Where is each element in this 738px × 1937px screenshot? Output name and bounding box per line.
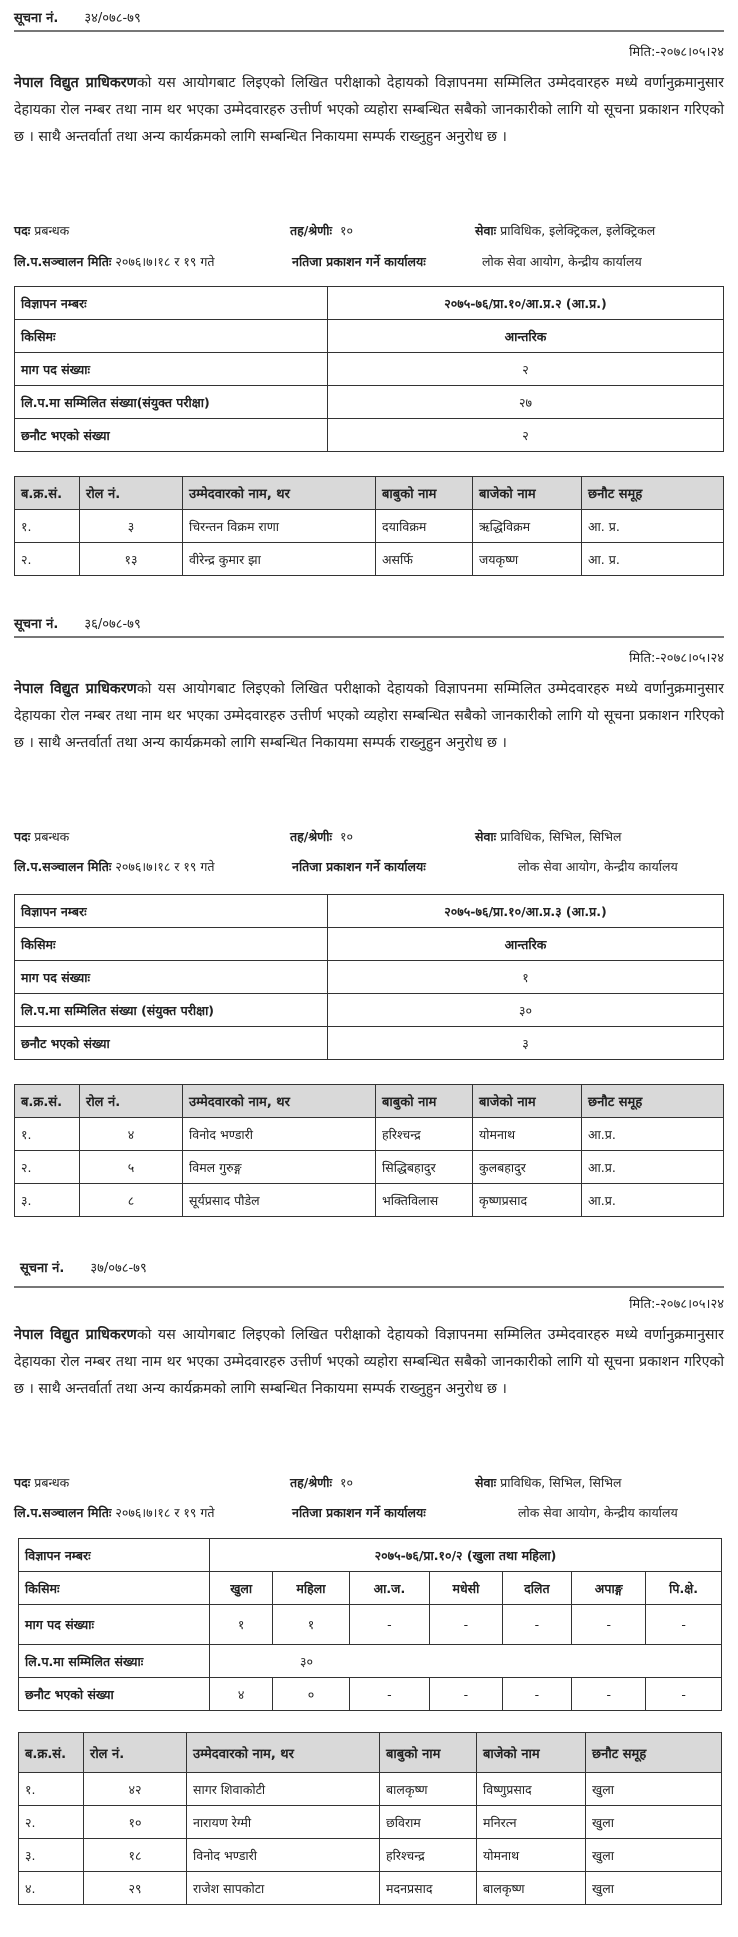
table-header-row <box>15 477 724 510</box>
field-label: नेपाल विद्युत प्राधिकरण <box>14 681 137 697</box>
table-cell: भक्तिविलास <box>376 1184 473 1217</box>
table-cell: ५ <box>80 1151 183 1184</box>
table-row <box>15 895 724 928</box>
table-row <box>15 1184 724 1217</box>
column-header: रोल नं. <box>80 477 183 510</box>
table-cell: विमल गुरुङ्ग <box>183 1151 376 1184</box>
candidate-table <box>14 1084 724 1217</box>
table-cell: २ <box>328 419 724 452</box>
field-value: २०७६।७।१८ र १९ गते <box>115 254 215 269</box>
field-label: सेवाः <box>475 829 497 844</box>
table-cell: अपाङ्ग <box>572 1572 646 1605</box>
table-row <box>15 961 724 994</box>
table-cell: लि.प.मा सम्मिलित संख्या(संयुक्त परीक्षा) <box>15 386 328 419</box>
field-label: नेपाल विद्युत प्राधिकरण <box>14 75 137 91</box>
field-label: नतिजा प्रकाशन गर्ने कार्यालयः <box>292 859 426 874</box>
table-cell: - <box>430 1678 502 1711</box>
table-row <box>15 1151 724 1184</box>
column-header: उम्मेदवारको नाम, थर <box>187 1733 380 1773</box>
field-value: प्रबन्धक <box>34 223 70 238</box>
column-header: रोल नं. <box>84 1733 187 1773</box>
field-label: पदः <box>14 829 31 844</box>
table-cell: हरिश्चन्द्र <box>380 1839 477 1872</box>
table-cell: ३ <box>80 510 183 543</box>
column-header: ब.क्र.सं. <box>19 1733 84 1773</box>
table-cell: दलित <box>502 1572 572 1605</box>
table-cell: वीरेन्द्र कुमार झा <box>183 543 376 576</box>
candidate-table <box>18 1732 722 1905</box>
field-label: तह/श्रेणीः <box>290 1475 332 1490</box>
post-field <box>14 828 69 845</box>
table-cell: किसिमः <box>15 928 328 961</box>
table-cell: छनौट भएको संख्या <box>15 1027 328 1060</box>
table-cell: ८ <box>80 1184 183 1217</box>
table-cell: - <box>646 1678 722 1711</box>
table-cell: माग पद संख्याः <box>15 961 328 994</box>
table-row <box>15 386 724 419</box>
table-row <box>19 1539 722 1572</box>
table-cell: १ <box>210 1605 273 1645</box>
table-cell: - <box>502 1605 572 1645</box>
column-header: बाजेको नाम <box>473 477 582 510</box>
table-row <box>19 1806 722 1839</box>
field-value: को यस आयोगबाट लिइएको लिखित परीक्षाको देहायको विज्ञापनमा सम्मिलित उम्मेदवारहरु मध्ये वर्णानुक्रमानुसार देहायका रोल नम्बर तथा नाम थर भएका उम्मेदवारहरु उत्तीर्ण भएको व्यहोरा सम्बन्धित सबैको जानकारीको लागि यो सूचना प्रकाशन गरिएको छ । साथै अन्तर्वार्ता तथा अन्य कार्यक्रमको लागि सम्बन्धित निकायमा सम्पर्क राख्नुहुन अनुरोध छ । <box>14 1327 724 1397</box>
advertisement-info-table <box>18 1538 722 1711</box>
field-label: तह/श्रेणीः <box>290 223 332 238</box>
table-cell: पि.क्षे. <box>646 1572 722 1605</box>
column-header: बाबुको नाम <box>376 1085 473 1118</box>
field-label: लि.प.सञ्चालन मितिः <box>14 254 112 269</box>
notice-date: मिति:-२०७८।०५।२४ <box>629 1297 724 1312</box>
advertisement-info-table <box>14 286 724 452</box>
table-cell: मदनप्रसाद <box>380 1872 477 1905</box>
notice-number <box>20 1258 147 1276</box>
table-cell: छविराम <box>380 1806 477 1839</box>
table-cell: ३० <box>210 1645 722 1678</box>
table-cell: लि.प.मा सम्मिलित संख्या (संयुक्त परीक्षा) <box>15 994 328 1027</box>
level-field <box>290 1474 353 1491</box>
field-label: सूचना नं. <box>14 11 59 26</box>
table-cell: विज्ञापन नम्बरः <box>15 287 328 320</box>
table-cell: १ <box>273 1605 349 1645</box>
table-row <box>15 543 724 576</box>
table-row <box>19 1773 722 1806</box>
office-label <box>292 858 426 875</box>
field-value: प्रबन्धक <box>34 1475 70 1490</box>
field-label: सेवाः <box>475 1475 497 1490</box>
table-cell: सिद्धिबहादुर <box>376 1151 473 1184</box>
exam-date-field <box>14 253 215 270</box>
column-header: बाजेको नाम <box>477 1733 586 1773</box>
table-cell: विज्ञापन नम्बरः <box>15 895 328 928</box>
table-cell: २. <box>15 1151 80 1184</box>
field-label: तह/श्रेणीः <box>290 829 332 844</box>
table-cell: महिला <box>273 1572 349 1605</box>
table-cell: ४ <box>210 1678 273 1711</box>
table-row <box>15 928 724 961</box>
notice-paragraph <box>14 70 724 151</box>
service-field <box>475 222 655 239</box>
notice-paragraph <box>14 676 724 757</box>
candidate-table <box>14 476 724 576</box>
field-value: ३४/०७८-७९ <box>84 11 141 26</box>
table-cell: २. <box>15 543 80 576</box>
table-row <box>19 1605 722 1645</box>
table-cell: - <box>572 1678 646 1711</box>
table-cell: विनोद भण्डारी <box>183 1118 376 1151</box>
field-value: प्राविधिक, इलेक्ट्रिकल, इलेक्ट्रिकल <box>500 223 656 238</box>
table-cell: लि.प.मा सम्मिलित संख्याः <box>19 1645 210 1678</box>
table-row <box>15 1118 724 1151</box>
table-cell: ० <box>273 1678 349 1711</box>
field-value: प्राविधिक, सिभिल, सिभिल <box>500 1475 622 1490</box>
table-cell: ४२ <box>84 1773 187 1806</box>
advertisement-info-table <box>14 894 724 1060</box>
column-header: बाजेको नाम <box>473 1085 582 1118</box>
table-cell: आन्तरिक <box>328 320 724 353</box>
office-value: लोक सेवा आयोग, केन्द्रीय कार्यालय <box>482 254 642 269</box>
table-cell: दयाविक्रम <box>376 510 473 543</box>
table-cell: विज्ञापन नम्बरः <box>19 1539 210 1572</box>
table-row <box>19 1872 722 1905</box>
table-cell: मधेसी <box>430 1572 502 1605</box>
field-label: सेवाः <box>475 223 497 238</box>
notice-number <box>14 614 141 632</box>
table-cell: - <box>502 1678 572 1711</box>
table-row <box>15 994 724 1027</box>
field-value: २०७६।७।१८ र १९ गते <box>115 859 215 874</box>
table-row <box>15 353 724 386</box>
table-cell: २०७५-७६/प्रा.१०/आ.प्र.२ (आ.प्र.) <box>328 287 724 320</box>
column-header: रोल नं. <box>80 1085 183 1118</box>
table-cell: १. <box>15 1118 80 1151</box>
table-row <box>19 1572 722 1605</box>
table-cell: मनिरत्न <box>477 1806 586 1839</box>
table-cell: - <box>430 1605 502 1645</box>
table-cell: ४ <box>80 1118 183 1151</box>
field-label: पदः <box>14 1475 31 1490</box>
table-cell: खुला <box>586 1806 722 1839</box>
field-value: १० <box>339 223 353 238</box>
table-cell: खुला <box>586 1773 722 1806</box>
divider <box>14 30 724 32</box>
table-cell: - <box>646 1605 722 1645</box>
office-label <box>292 1504 426 1521</box>
table-cell: - <box>349 1678 430 1711</box>
field-label: पदः <box>14 223 31 238</box>
table-cell: खुला <box>586 1839 722 1872</box>
table-cell: आन्तरिक <box>328 928 724 961</box>
table-row <box>19 1678 722 1711</box>
table-cell: विनोद भण्डारी <box>187 1839 380 1872</box>
table-cell: माग पद संख्याः <box>15 353 328 386</box>
table-cell: १० <box>84 1806 187 1839</box>
table-cell: आ.ज. <box>349 1572 430 1605</box>
table-cell: - <box>349 1605 430 1645</box>
field-value: ३७/०७८-७९ <box>90 1261 147 1276</box>
table-cell: १. <box>19 1773 84 1806</box>
field-value: को यस आयोगबाट लिइएको लिखित परीक्षाको देहायको विज्ञापनमा सम्मिलित उम्मेदवारहरु मध्ये वर्णानुक्रमानुसार देहायका रोल नम्बर तथा नाम थर भएका उम्मेदवारहरु उत्तीर्ण भएको व्यहोरा सम्बन्धित सबैको जानकारीको लागि यो सूचना प्रकाशन गरिएको छ । साथै अन्तर्वार्ता तथा अन्य कार्यक्रमको लागि सम्बन्धित निकायमा सम्पर्क राख्नुहुन अनुरोध छ । <box>14 681 724 751</box>
column-header: ब.क्र.सं. <box>15 1085 80 1118</box>
column-header: बाबुको नाम <box>376 477 473 510</box>
office-label <box>292 253 426 270</box>
field-label: नतिजा प्रकाशन गर्ने कार्यालयः <box>292 1505 426 1520</box>
exam-date-field <box>14 858 215 875</box>
table-row <box>15 419 724 452</box>
table-cell: आ.प्र. <box>582 1118 724 1151</box>
table-cell: आ.प्र. <box>582 1151 724 1184</box>
table-cell: असर्फि <box>376 543 473 576</box>
table-cell: - <box>572 1605 646 1645</box>
table-cell: किसिमः <box>15 320 328 353</box>
column-header: बाबुको नाम <box>380 1733 477 1773</box>
table-cell: ३ <box>328 1027 724 1060</box>
table-row <box>15 287 724 320</box>
service-field <box>475 1474 622 1491</box>
table-row <box>15 320 724 353</box>
column-header: ब.क्र.सं. <box>15 477 80 510</box>
field-value: प्रबन्धक <box>34 829 70 844</box>
field-label: नतिजा प्रकाशन गर्ने कार्यालयः <box>292 254 426 269</box>
field-label: सूचना नं. <box>14 617 59 632</box>
table-cell: हरिश्चन्द्र <box>376 1118 473 1151</box>
table-cell: ४. <box>19 1872 84 1905</box>
divider <box>14 636 724 638</box>
table-cell: आ. प्र. <box>582 510 724 543</box>
table-cell: कृष्णप्रसाद <box>473 1184 582 1217</box>
table-cell: छनौट भएको संख्या <box>15 419 328 452</box>
table-cell: माग पद संख्याः <box>19 1605 210 1645</box>
office-value: लोक सेवा आयोग, केन्द्रीय कार्यालय <box>518 1505 678 1520</box>
table-cell: सूर्यप्रसाद पौडेल <box>183 1184 376 1217</box>
table-cell: राजेश सापकोटा <box>187 1872 380 1905</box>
office-value: लोक सेवा आयोग, केन्द्रीय कार्यालय <box>518 859 678 874</box>
table-cell: २. <box>19 1806 84 1839</box>
table-cell: १८ <box>84 1839 187 1872</box>
table-cell: आ.प्र. <box>582 1184 724 1217</box>
field-label: नेपाल विद्युत प्राधिकरण <box>14 1327 137 1343</box>
table-header-row <box>19 1733 722 1773</box>
field-value: प्राविधिक, सिभिल, सिभिल <box>500 829 622 844</box>
notice-number <box>14 8 141 26</box>
field-value: को यस आयोगबाट लिइएको लिखित परीक्षाको देहायको विज्ञापनमा सम्मिलित उम्मेदवारहरु मध्ये वर्णानुक्रमानुसार देहायका रोल नम्बर तथा नाम थर भएका उम्मेदवारहरु उत्तीर्ण भएको व्यहोरा सम्बन्धित सबैको जानकारीको लागि यो सूचना प्रकाशन गरिएको छ । साथै अन्तर्वार्ता तथा अन्य कार्यक्रमको लागि सम्बन्धित निकायमा सम्पर्क राख्नुहुन अनुरोध छ । <box>14 75 724 145</box>
table-cell: नारायण रेग्मी <box>187 1806 380 1839</box>
table-cell: १३ <box>80 543 183 576</box>
table-row <box>19 1645 722 1678</box>
table-cell: बालकृष्ण <box>477 1872 586 1905</box>
field-label: लि.प.सञ्चालन मितिः <box>14 1505 112 1520</box>
table-row <box>15 1027 724 1060</box>
column-header: छनौट समूह <box>582 477 724 510</box>
level-field <box>290 222 353 239</box>
table-cell: छनौट भएको संख्या <box>19 1678 210 1711</box>
column-header: उम्मेदवारको नाम, थर <box>183 477 376 510</box>
table-cell: ३. <box>19 1839 84 1872</box>
table-cell: विष्णुप्रसाद <box>477 1773 586 1806</box>
table-cell: चिरन्तन विक्रम राणा <box>183 510 376 543</box>
field-value: १० <box>339 1475 353 1490</box>
table-row <box>19 1839 722 1872</box>
field-value: २०७६।७।१८ र १९ गते <box>115 1505 215 1520</box>
table-cell: २०७५-७६/प्रा.१०/आ.प्र.३ (आ.प्र.) <box>328 895 724 928</box>
table-cell: १. <box>15 510 80 543</box>
notice-date: मिति:-२०७८।०५।२४ <box>629 45 724 60</box>
table-cell: खुला <box>586 1872 722 1905</box>
table-cell: ३० <box>328 994 724 1027</box>
post-field <box>14 222 69 239</box>
column-header: छनौट समूह <box>586 1733 722 1773</box>
table-row <box>15 510 724 543</box>
field-value: ३६/०७८-७९ <box>84 617 141 632</box>
table-cell: सागर शिवाकोटी <box>187 1773 380 1806</box>
table-cell: योमनाथ <box>477 1839 586 1872</box>
table-cell: बालकृष्ण <box>380 1773 477 1806</box>
table-cell: किसिमः <box>19 1572 210 1605</box>
notice-paragraph <box>14 1322 724 1403</box>
service-field <box>475 828 622 845</box>
notice-date: मिति:-२०७८।०५।२४ <box>629 651 724 666</box>
field-label: सूचना नं. <box>20 1261 65 1276</box>
table-cell: कुलबहादुर <box>473 1151 582 1184</box>
column-header: उम्मेदवारको नाम, थर <box>183 1085 376 1118</box>
field-value: १० <box>339 829 353 844</box>
column-header: छनौट समूह <box>582 1085 724 1118</box>
level-field <box>290 828 353 845</box>
table-cell: २ <box>328 353 724 386</box>
post-field <box>14 1474 69 1491</box>
table-cell: खुला <box>210 1572 273 1605</box>
table-cell: जयकृष्ण <box>473 543 582 576</box>
table-cell: १ <box>328 961 724 994</box>
field-label: लि.प.सञ्चालन मितिः <box>14 859 112 874</box>
table-cell: ३. <box>15 1184 80 1217</box>
divider <box>14 1286 724 1288</box>
table-cell: २९ <box>84 1872 187 1905</box>
table-header-row <box>15 1085 724 1118</box>
table-cell: २०७५-७६/प्रा.१०/२ (खुला तथा महिला) <box>210 1539 722 1572</box>
table-cell: ऋद्धिविक्रम <box>473 510 582 543</box>
table-cell: योमनाथ <box>473 1118 582 1151</box>
exam-date-field <box>14 1504 215 1521</box>
table-cell: २७ <box>328 386 724 419</box>
table-cell: आ. प्र. <box>582 543 724 576</box>
